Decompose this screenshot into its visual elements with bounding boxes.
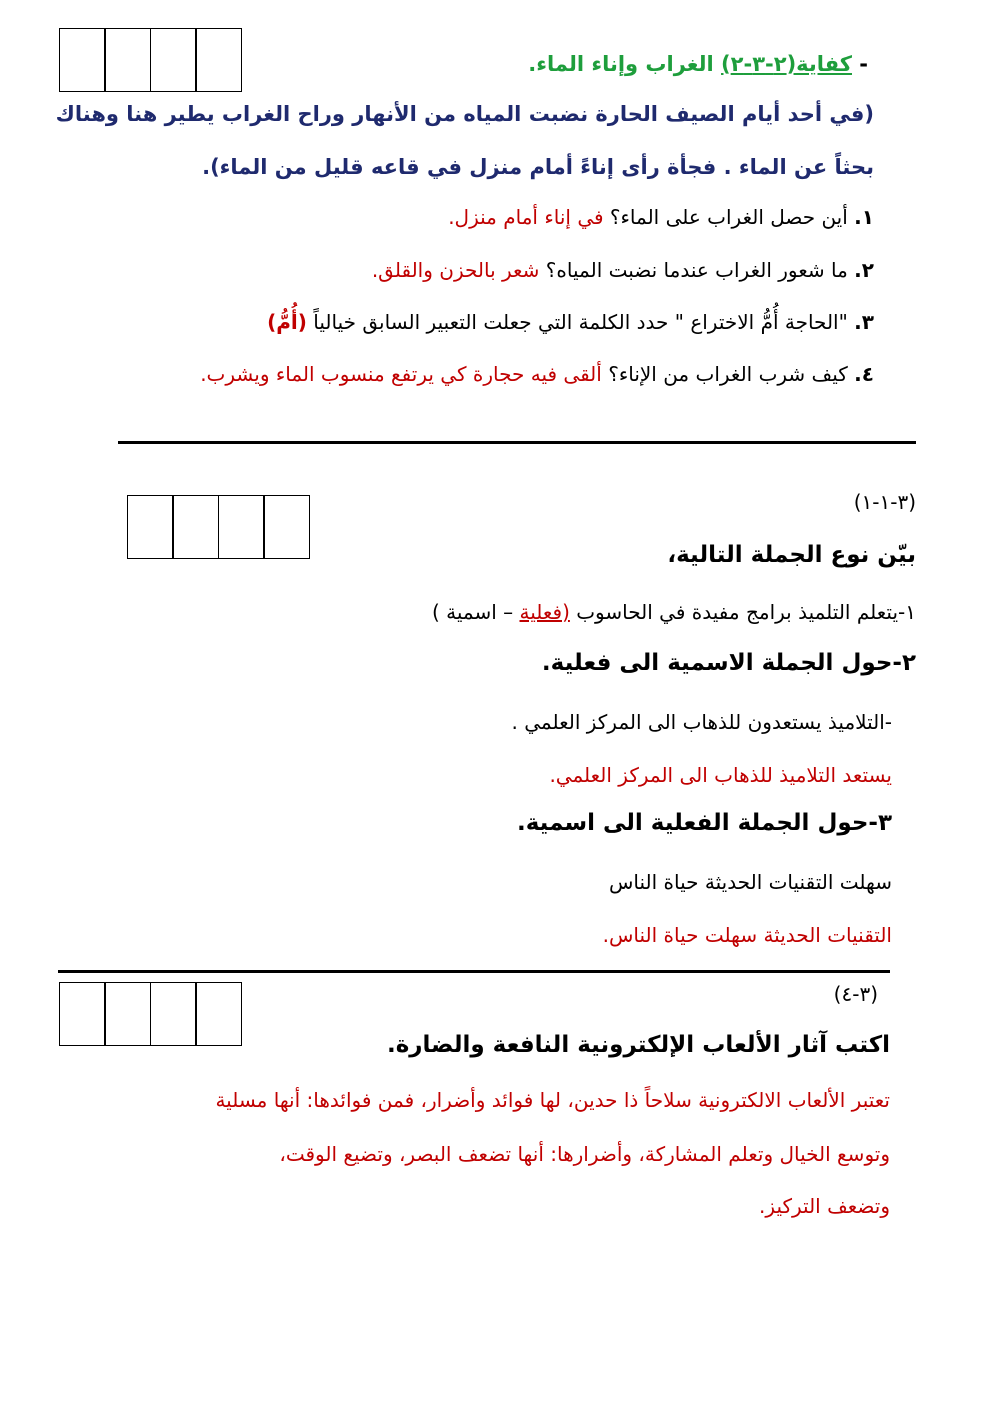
answer-line-3: وتضعف التركيز. <box>759 1194 890 1218</box>
item-2-title: ٢-حول الجملة الاسمية الى فعلية. <box>541 650 916 676</box>
question-text: ما شعور الغراب عندما نضبت المياه؟ <box>539 258 855 282</box>
score-cell <box>150 982 197 1046</box>
answer-text: ألقى فيه حجارة كي يرتفع منسوب الماء ويشرب. <box>200 362 602 386</box>
answer-line-2: وتوسع الخيال وتعلم المشاركة، وأضرارها: أنها تضعف البصر، وتضيع الوقت، <box>279 1142 890 1166</box>
competency-code: كفاية(٢-٣-٢) <box>721 52 852 76</box>
answer-text: في إناء أمام منزل. <box>448 205 604 229</box>
answer-text: (أُمُّ) <box>267 310 307 334</box>
question-number: ١. <box>854 205 874 229</box>
divider-2 <box>58 970 890 973</box>
item-2-answer: يستعد التلاميذ للذهاب الى المركز العلمي. <box>549 763 892 787</box>
passage-line-1: (في أحد أيام الصيف الحارة نضبت المياه من الأنهار وراح الغراب يطير هنا وهناك <box>55 102 874 126</box>
item1-text: ١-يتعلم التلميذ برامج مفيدة في الحاسوب <box>569 600 916 624</box>
question-1 <box>448 205 874 229</box>
question-4 <box>200 362 874 386</box>
item-2-sentence: -التلاميذ يستعدون للذهاب الى المركز العلمي . <box>511 710 892 734</box>
section2-title: بيّن نوع الجملة التالية، <box>667 542 916 568</box>
score-cell <box>127 495 174 559</box>
score-cell <box>59 982 106 1046</box>
item-1 <box>432 600 916 624</box>
question-text: "الحاجة أُمُّ الاختراع " حدد الكلمة التي جعلت التعبير السابق خيالياً <box>306 310 855 334</box>
score-cell <box>104 982 151 1046</box>
passage-line-2: بحثاً عن الماء . فجأة رأى إناءً أمام منزل في قاعه قليل من الماء). <box>202 155 874 179</box>
score-box-3 <box>60 982 242 1046</box>
question-number: ٤. <box>854 362 874 386</box>
section3-code: (٣-٤) <box>833 982 878 1006</box>
score-cell <box>104 28 151 92</box>
item1-answer: (فعلية <box>519 600 570 624</box>
item1-rest: – اسمية ) <box>431 600 520 624</box>
heading-dash: - <box>859 52 868 76</box>
section1-heading <box>528 52 852 76</box>
item-3-title: ٣-حول الجملة الفعلية الى اسمية. <box>517 810 892 836</box>
story-title: الغراب وإناء الماء. <box>528 52 722 76</box>
item-3-answer: التقنيات الحديثة سهلت حياة الناس. <box>602 923 892 947</box>
score-cell <box>59 28 106 92</box>
score-cell <box>172 495 219 559</box>
divider-1 <box>118 441 916 444</box>
score-box-2 <box>128 495 310 559</box>
section2-code: (٣-١-١) <box>853 490 916 514</box>
answer-line-1: تعتبر الألعاب الالكترونية سلاحاً ذا حدين، لها فوائد وأضرار، فمن فوائدها: أنها مسلية <box>215 1088 890 1112</box>
score-cell <box>263 495 310 559</box>
question-number: ٣. <box>854 310 874 334</box>
score-cell <box>150 28 197 92</box>
score-cell <box>195 982 242 1046</box>
item-3-sentence: سهلت التقنيات الحديثة حياة الناس <box>608 870 892 894</box>
question-2 <box>372 258 874 282</box>
answer-text: شعر بالحزن والقلق. <box>371 258 540 282</box>
question-number: ٢. <box>854 258 874 282</box>
question-text: كيف شرب الغراب من الإناء؟ <box>601 362 855 386</box>
question-3 <box>267 310 874 334</box>
score-cell <box>195 28 242 92</box>
score-cell <box>218 495 265 559</box>
score-box-1 <box>60 28 242 92</box>
section3-title: اكتب آثار الألعاب الإلكترونية النافعة والضارة. <box>386 1032 890 1058</box>
question-text: أين حصل الغراب على الماء؟ <box>603 205 855 229</box>
